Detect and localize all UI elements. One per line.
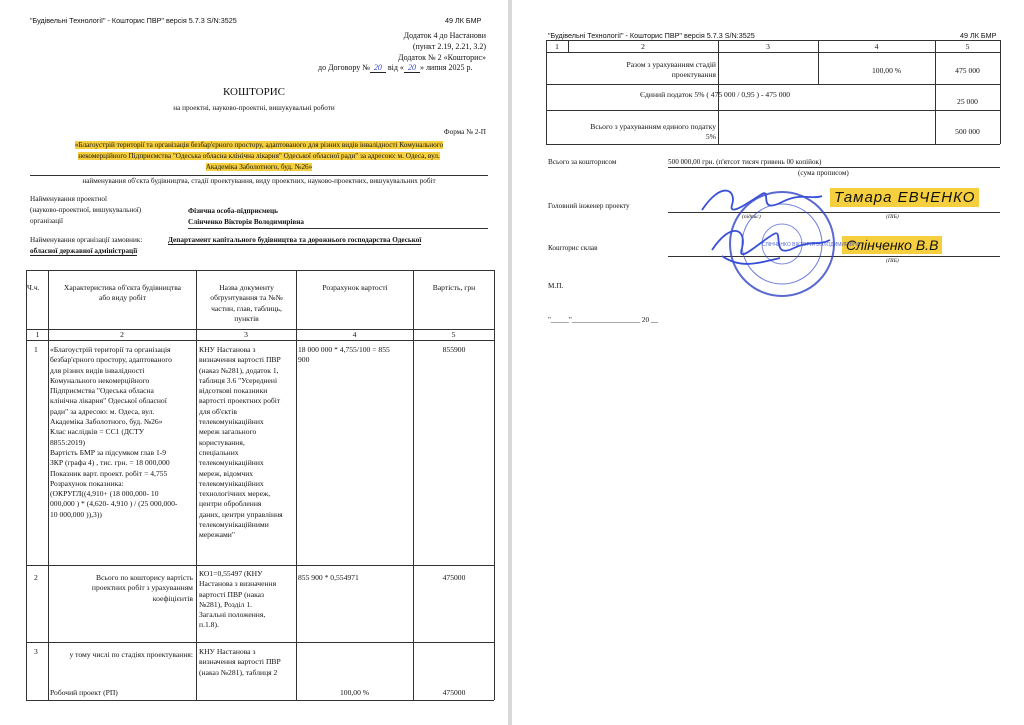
- col-number: 5: [451, 330, 456, 339]
- col-number: 1: [555, 42, 559, 51]
- total-caption: (сума прописом): [798, 169, 849, 177]
- header-cell: Вартість, грн: [432, 283, 476, 292]
- col-number: 4: [874, 42, 879, 51]
- total-label: Всього за кошторисом: [548, 158, 617, 166]
- row-number: 2: [34, 573, 38, 582]
- stamp-and-signatures: [662, 170, 862, 330]
- col-number: 2: [641, 42, 645, 51]
- design-org-value: Фізична особа-підприємець Слінченко Вікторія Володимирівна: [188, 207, 304, 226]
- program-header: "Будівельні Технології" - Кошторис ПВР" версія 5.7.3 S/N:3525: [548, 31, 755, 40]
- object-name: [30, 140, 488, 173]
- total-value: 500 000,00 грн. (п'ятсот тисяч гривень 00 копійок): [668, 158, 822, 166]
- col-number: 3: [766, 42, 770, 51]
- row-calculation: 100,00 %: [340, 688, 370, 697]
- row-percent: 100,00 %: [872, 66, 902, 75]
- customer-value-line: Департамент капітального будівництва та дорожнього господарства Одеської: [168, 236, 422, 244]
- document-title: КОШТОРИС: [222, 86, 286, 98]
- estimator-name: Слінченко В.В: [842, 236, 942, 254]
- design-org-label: Найменування проектної (науково-проектної, вишукувальної) організації: [30, 195, 142, 225]
- customer-value-line: обласної державної адміністрації: [30, 247, 138, 255]
- sign-caption: (підпис): [742, 214, 761, 220]
- left-page: [0, 0, 508, 725]
- row-description: «Благоустрій території та організація безбар'єрного простору, адаптованого для різних видів інвалідності Комунального некомерційного Підприємства "Одеська обласна клінічна лікарня" Одеської обласної ради" за адресою: м. Одеса, вул. Академіка Заболотного, буд. №26» Клас наслідків = СС1 (ДСТУ 8855:2019) Вартість БМР за підсумком глав 1-9 ЗКР (графа 4) , тис. грн. = 18 000,000 Показник варт. проект. робіт = 4,755 Розрахунок показника: (ОКРУГЛ((4,910+ (18 000,000- 10 000,000 ) * (4,620- 4,910 ) / (25 000,000- 10 000,000 )),3)): [50, 345, 178, 519]
- col-number: 2: [120, 330, 124, 339]
- official-stamp: [730, 192, 861, 296]
- row-label: Всього з урахуванням единого податку 5%: [590, 122, 716, 142]
- row-value: 475000: [442, 573, 466, 582]
- form-number: Форма № 2-П: [443, 128, 486, 136]
- initials-caption: (ПІБ): [886, 258, 899, 264]
- estimator-label: Кошторис склав: [548, 244, 598, 252]
- header-cell: Характеристика об'єкта будівництва або виду робіт: [63, 283, 182, 303]
- col-number: 3: [244, 330, 248, 339]
- row-value: 855900: [442, 345, 466, 354]
- row-value: 25 000: [957, 97, 978, 106]
- right-page: [512, 0, 1024, 725]
- contract-prefix: до Договору №: [318, 63, 370, 72]
- row-stage-label: Робочий проект (РП): [50, 688, 118, 697]
- row-calculation: 18 000 000 * 4,755/100 = 855 900: [298, 345, 390, 365]
- row-formula: ( 475 000 / 0,95 ) - 475 000: [706, 90, 791, 99]
- document-subtitle: на проектні, науково-проектні, вишукувальні роботи: [173, 104, 335, 112]
- chief-engineer-name: Тамара ЕВЧЕНКО: [830, 188, 979, 207]
- contract-day: 20: [404, 63, 420, 73]
- stamp-text: СЛІНЧЕНКО ВІКТОРІЯ ВОЛОДИМИРІВНА: [762, 242, 861, 248]
- initials-caption: (ПІБ): [886, 214, 899, 220]
- contract-mid: від «: [387, 63, 404, 72]
- row-number: 3: [34, 647, 38, 656]
- row-number: 1: [34, 345, 38, 354]
- row-label: Єдиний податок 5% ( 475 000 / 0,95 ) - 475 000: [640, 90, 791, 99]
- object-name-line: Академіка Заболотного, буд. №26»: [205, 163, 313, 171]
- col-number: 5: [965, 42, 970, 51]
- row-document: КНУ Настанова з визначення вартості ПВР (наказ №281), таблиця 2: [199, 647, 281, 677]
- header-cell: Назва документу обґрунтування та №№ частин, глав, таблиць, пунктів: [210, 283, 283, 323]
- object-name-line: «Благоустрій території та організація безбар'єрного простору, адаптованого для різних видів інвалідності Комунального: [74, 141, 444, 149]
- contract-line: [318, 63, 472, 72]
- row-label: Разом з урахуванням стадій проектування: [626, 60, 716, 80]
- chief-engineer-label: Головний інженер проекту: [548, 202, 630, 210]
- signature-chief: [702, 191, 822, 210]
- contract-number: 20: [370, 63, 386, 73]
- customer-label: Найменування організації замовник:: [30, 236, 143, 244]
- col-number: 1: [35, 330, 40, 339]
- col-number: 4: [352, 330, 357, 339]
- date-line: "_____"___________________ 20 __: [548, 316, 659, 324]
- mp-label: М.П.: [548, 282, 564, 290]
- addendum-line: (пункт 2.19, 2.21, 3.2): [412, 42, 486, 51]
- row-document: КО1=0,55497 (КНУ Настанова з визначення вартості ПВР (наказ №281), Розділ 1. Загальні положення, п.1.8).: [199, 569, 277, 630]
- addendum-line: Додаток 4 до Настанови: [403, 31, 486, 40]
- header-cell: Розрахунок вартості: [322, 283, 388, 292]
- addendum-block: [398, 30, 486, 63]
- contract-suffix: » липня 2025 р.: [419, 63, 473, 72]
- header-cell: Ч.ч.: [27, 283, 40, 292]
- object-name-line: некомерційного Підприємства "Одеська обласна клінічна лікарня" Одеської обласної ради" за адресою: м. Одеса, вул.: [78, 152, 440, 160]
- addendum-line: Додаток № 2 «Кошторис»: [398, 53, 486, 62]
- row-description: Всього по кошторису вартість проектних робіт з урахуванням коефіцієнтів: [91, 573, 193, 603]
- row-value: 475000: [442, 688, 466, 697]
- row-calculation: 855 900 * 0,554971: [298, 573, 359, 582]
- header-code: 49 ЛК БМР: [445, 16, 482, 25]
- object-caption: найменування об'єкта будівництва, стадії проектування, виду проектних, науково-проектних, вишукувальних робіт: [82, 177, 436, 185]
- header-code: 49 ЛК БМР: [960, 31, 997, 40]
- row-value: 500 000: [955, 127, 980, 136]
- row-document: КНУ Настанова з визначення вартості ПВР (наказ №281), додаток 1, таблиця 3.6 "Усереднені відсоткові показники вартості проектних робіт для об'єктів телекомунікаційних мереж загального користування, спеціальних телекомунікаційних мереж, відомчих телекомунікаційних технологічних мереж, центри оброблення даних, центри управління телекомунікаційними мережами": [199, 345, 283, 540]
- row-value: 475 000: [955, 66, 980, 75]
- row-description: у тому числі по стадіях проектування:: [69, 650, 193, 659]
- program-header: "Будівельні Технології" - Кошторис ПВР" версія 5.7.3 S/N:3525: [30, 16, 237, 25]
